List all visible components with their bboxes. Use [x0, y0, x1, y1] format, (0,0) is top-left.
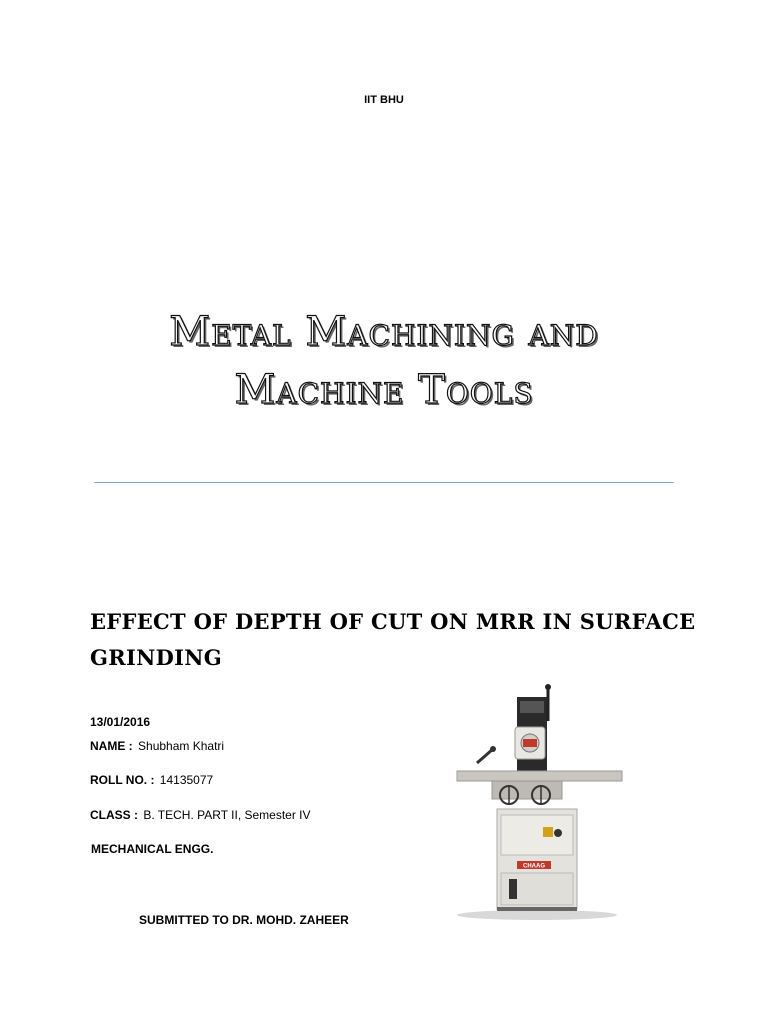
submitted-to-text: SUBMITTED TO DR. MOHD. ZAHEER: [139, 913, 349, 927]
title-line-2: Machine Tools: [234, 367, 534, 413]
class-value: B. TECH. PART II, Semester IV: [143, 808, 311, 822]
name-value: Shubham Khatri: [138, 739, 225, 753]
svg-text:CHAAG: CHAAG: [523, 863, 545, 870]
subtitle-line-2: GRINDING: [90, 645, 222, 670]
document-title: [0, 303, 768, 419]
roll-value: 14135077: [159, 773, 214, 787]
class-label: CLASS :: [90, 808, 138, 822]
roll-row: [90, 773, 213, 787]
date-text: 13/01/2016: [90, 715, 151, 729]
subtitle-line-1: EFFECT OF DEPTH OF CUT ON MRR IN SURFACE: [90, 609, 696, 634]
institute-name: IIT BHU: [364, 94, 404, 106]
surface-grinding-machine-icon: [437, 653, 627, 923]
title-divider: [94, 482, 674, 483]
name-row: [90, 739, 224, 753]
roll-label: ROLL NO. :: [90, 773, 155, 787]
surface-grinding-machine-image: [437, 653, 627, 923]
department-text: MECHANICAL ENGG.: [91, 842, 214, 856]
title-line-1: Metal Machining and: [169, 309, 599, 355]
class-row: [90, 808, 311, 822]
name-label: NAME :: [90, 739, 133, 753]
